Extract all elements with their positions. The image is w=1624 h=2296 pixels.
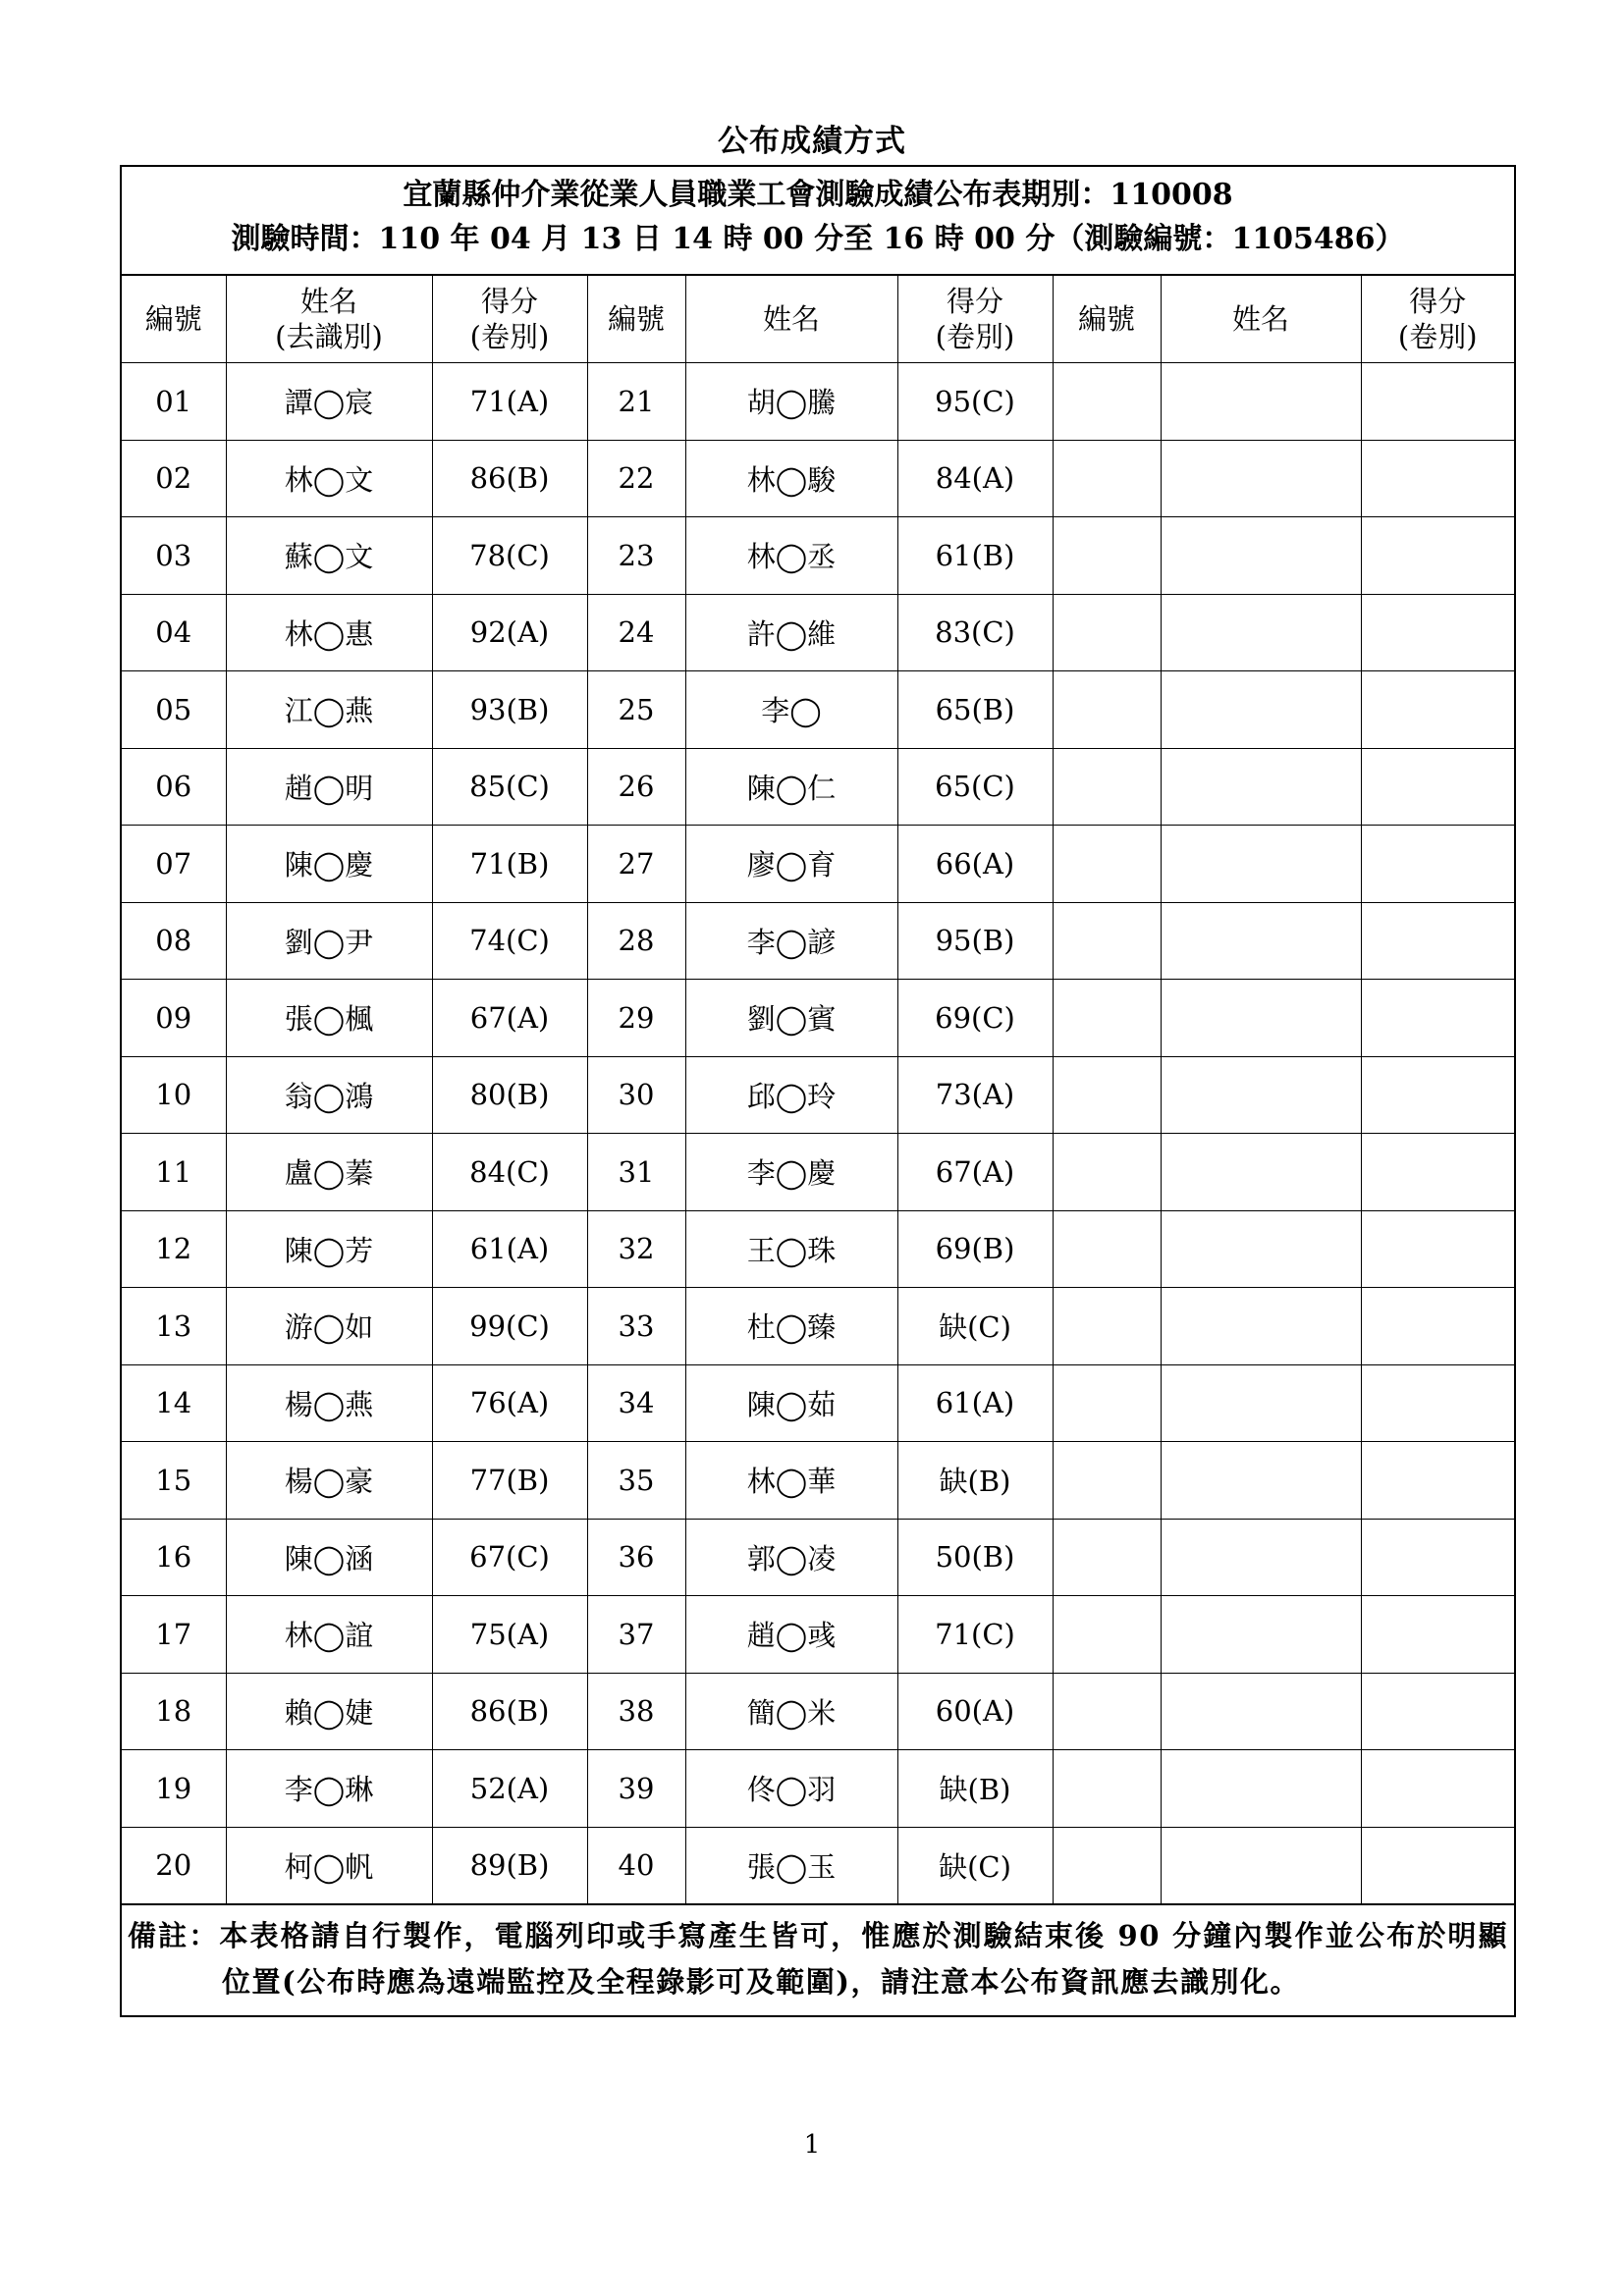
cell-no: 13 xyxy=(122,1288,226,1365)
cell-score-empty xyxy=(1361,517,1514,595)
cell-name: 林◯丞 xyxy=(685,517,897,595)
cell-name: 陳◯慶 xyxy=(226,826,432,903)
table-row xyxy=(122,1519,1514,1596)
table-row xyxy=(122,1210,1514,1288)
cell-score-empty xyxy=(1361,826,1514,903)
cell-name: 劉◯賓 xyxy=(685,980,897,1057)
cell-name-empty xyxy=(1161,1134,1361,1211)
table-row xyxy=(122,1056,1514,1134)
page-number: 1 xyxy=(803,2130,821,2160)
cell-name-empty xyxy=(1161,1673,1361,1750)
cell-score: 78(C) xyxy=(432,517,587,595)
cell-no: 32 xyxy=(587,1210,685,1288)
cell-no-empty xyxy=(1053,1596,1161,1674)
cell-no-empty xyxy=(1053,1827,1161,1904)
cell-name: 杜◯臻 xyxy=(685,1288,897,1365)
table-row xyxy=(122,748,1514,826)
cell-score: 84(C) xyxy=(432,1134,587,1211)
header-name-sub: (去識別) xyxy=(275,320,383,353)
cell-no: 34 xyxy=(587,1364,685,1442)
cell-score: 80(B) xyxy=(432,1056,587,1134)
cell-name: 柯◯帆 xyxy=(226,1827,432,1904)
cell-no: 27 xyxy=(587,826,685,903)
cell-score: 95(B) xyxy=(897,902,1053,980)
cell-name-empty xyxy=(1161,1827,1361,1904)
score-sheet xyxy=(120,165,1516,2017)
cell-no-empty xyxy=(1053,517,1161,595)
cell-no: 38 xyxy=(587,1673,685,1750)
cell-score: 84(A) xyxy=(897,440,1053,517)
cell-score-empty xyxy=(1361,1827,1514,1904)
cell-name-empty xyxy=(1161,517,1361,595)
cell-no: 05 xyxy=(122,671,226,749)
cell-name: 胡◯騰 xyxy=(685,363,897,441)
cell-no-empty xyxy=(1053,1442,1161,1520)
cell-no: 24 xyxy=(587,594,685,671)
cell-no: 12 xyxy=(122,1210,226,1288)
table-row xyxy=(122,1364,1514,1442)
cell-score: 69(C) xyxy=(897,980,1053,1057)
cell-name: 許◯維 xyxy=(685,594,897,671)
cell-no-empty xyxy=(1053,1750,1161,1828)
cell-score: 76(A) xyxy=(432,1364,587,1442)
score-table-body xyxy=(122,363,1514,1904)
cell-name-empty xyxy=(1161,1596,1361,1674)
cell-name: 盧◯蓁 xyxy=(226,1134,432,1211)
cell-name-empty xyxy=(1161,1056,1361,1134)
cell-no-empty xyxy=(1053,1673,1161,1750)
cell-name: 李◯ xyxy=(685,671,897,749)
cell-score: 67(A) xyxy=(897,1134,1053,1211)
cell-score-empty xyxy=(1361,1596,1514,1674)
cell-no-empty xyxy=(1053,1210,1161,1288)
cell-name: 陳◯仁 xyxy=(685,748,897,826)
cell-score: 61(A) xyxy=(897,1364,1053,1442)
remarks-text: 本表格請自行製作，電腦列印或手寫產生皆可，惟應於測驗結束後 90 分鐘內製作並公布於明顯位置(公布時應為遠端監控及全程錄影可及範圍)，請注意本公布資訊應去識別化。 xyxy=(219,1919,1508,1999)
cell-no-empty xyxy=(1053,1056,1161,1134)
cell-name-empty xyxy=(1161,594,1361,671)
header-score xyxy=(432,276,587,363)
cell-score-empty xyxy=(1361,1134,1514,1211)
cell-score: 75(A) xyxy=(432,1596,587,1674)
cell-no: 20 xyxy=(122,1827,226,1904)
cell-score: 67(A) xyxy=(432,980,587,1057)
cell-score-empty xyxy=(1361,1442,1514,1520)
cell-score: 67(C) xyxy=(432,1519,587,1596)
header-score xyxy=(897,276,1053,363)
cell-name: 張◯楓 xyxy=(226,980,432,1057)
cell-score-empty xyxy=(1361,1288,1514,1365)
table-row xyxy=(122,1596,1514,1674)
cell-no-empty xyxy=(1053,1288,1161,1365)
cell-no: 06 xyxy=(122,748,226,826)
cell-score: 52(A) xyxy=(432,1750,587,1828)
cell-name: 李◯諺 xyxy=(685,902,897,980)
cell-no: 23 xyxy=(587,517,685,595)
cell-name: 翁◯鴻 xyxy=(226,1056,432,1134)
cell-score: 74(C) xyxy=(432,902,587,980)
cell-no-empty xyxy=(1053,826,1161,903)
cell-no: 09 xyxy=(122,980,226,1057)
cell-name: 陳◯涵 xyxy=(226,1519,432,1596)
cell-name: 簡◯米 xyxy=(685,1673,897,1750)
cell-score-empty xyxy=(1361,1519,1514,1596)
remarks-body xyxy=(128,1913,1508,2005)
cell-no: 14 xyxy=(122,1364,226,1442)
header-name-deidentified xyxy=(226,276,432,363)
cell-no: 17 xyxy=(122,1596,226,1674)
header-score-sub: (卷別) xyxy=(469,320,550,353)
cell-name: 趙◯明 xyxy=(226,748,432,826)
cell-score: 99(C) xyxy=(432,1288,587,1365)
cell-name: 陳◯芳 xyxy=(226,1210,432,1288)
header-score-sub: (卷別) xyxy=(935,320,1015,353)
cell-no-empty xyxy=(1053,594,1161,671)
cell-score-empty xyxy=(1361,1210,1514,1288)
cell-score: 95(C) xyxy=(897,363,1053,441)
cell-name: 游◯如 xyxy=(226,1288,432,1365)
table-row xyxy=(122,1288,1514,1365)
cell-name: 邱◯玲 xyxy=(685,1056,897,1134)
table-row xyxy=(122,980,1514,1057)
cell-name: 林◯駿 xyxy=(685,440,897,517)
cell-name: 廖◯育 xyxy=(685,826,897,903)
cell-score: 93(B) xyxy=(432,671,587,749)
cell-score-empty xyxy=(1361,980,1514,1057)
cell-name-empty xyxy=(1161,902,1361,980)
cell-no-empty xyxy=(1053,671,1161,749)
cell-no: 19 xyxy=(122,1750,226,1828)
page-heading: 公布成績方式 xyxy=(718,124,906,159)
cell-no-empty xyxy=(1053,980,1161,1057)
table-row xyxy=(122,440,1514,517)
cell-score: 71(C) xyxy=(897,1596,1053,1674)
cell-name: 林◯誼 xyxy=(226,1596,432,1674)
table-row xyxy=(122,594,1514,671)
cell-score-empty xyxy=(1361,671,1514,749)
cell-score-empty xyxy=(1361,1056,1514,1134)
table-row xyxy=(122,1827,1514,1904)
header-no: 編號 xyxy=(122,276,226,363)
cell-no: 31 xyxy=(587,1134,685,1211)
cell-score-empty xyxy=(1361,363,1514,441)
cell-name-empty xyxy=(1161,826,1361,903)
cell-score: 50(B) xyxy=(897,1519,1053,1596)
cell-no: 01 xyxy=(122,363,226,441)
cell-score: 61(A) xyxy=(432,1210,587,1288)
cell-name: 李◯慶 xyxy=(685,1134,897,1211)
cell-name: 賴◯婕 xyxy=(226,1673,432,1750)
cell-no: 37 xyxy=(587,1596,685,1674)
cell-no: 03 xyxy=(122,517,226,595)
cell-name: 譚◯宸 xyxy=(226,363,432,441)
cell-score: 61(B) xyxy=(897,517,1053,595)
cell-no-empty xyxy=(1053,748,1161,826)
cell-score: 83(C) xyxy=(897,594,1053,671)
cell-score-empty xyxy=(1361,748,1514,826)
cell-score: 69(B) xyxy=(897,1210,1053,1288)
cell-score: 92(A) xyxy=(432,594,587,671)
cell-score: 85(C) xyxy=(432,748,587,826)
cell-no: 18 xyxy=(122,1673,226,1750)
cell-score: 缺(B) xyxy=(897,1442,1053,1520)
cell-score: 89(B) xyxy=(432,1827,587,1904)
cell-score-empty xyxy=(1361,1364,1514,1442)
header-score-main: 得分 xyxy=(946,285,1003,318)
header-name: 姓名 xyxy=(1161,276,1361,363)
header-score-main: 得分 xyxy=(1409,285,1467,318)
cell-name-empty xyxy=(1161,671,1361,749)
cell-no: 25 xyxy=(587,671,685,749)
cell-score: 60(A) xyxy=(897,1673,1053,1750)
cell-name: 林◯文 xyxy=(226,440,432,517)
cell-score: 缺(C) xyxy=(897,1827,1053,1904)
table-row xyxy=(122,902,1514,980)
cell-no: 28 xyxy=(587,902,685,980)
cell-no: 26 xyxy=(587,748,685,826)
cell-no-empty xyxy=(1053,440,1161,517)
cell-name-empty xyxy=(1161,440,1361,517)
cell-score-empty xyxy=(1361,440,1514,517)
cell-no: 02 xyxy=(122,440,226,517)
cell-score-empty xyxy=(1361,902,1514,980)
cell-score: 缺(C) xyxy=(897,1288,1053,1365)
header-score-sub: (卷別) xyxy=(1397,320,1478,353)
cell-name: 郭◯凌 xyxy=(685,1519,897,1596)
cell-name: 江◯燕 xyxy=(226,671,432,749)
cell-no: 40 xyxy=(587,1827,685,1904)
cell-name-empty xyxy=(1161,1750,1361,1828)
cell-name: 楊◯豪 xyxy=(226,1442,432,1520)
header-score-main: 得分 xyxy=(480,285,538,318)
cell-no-empty xyxy=(1053,1364,1161,1442)
cell-no: 16 xyxy=(122,1519,226,1596)
table-row xyxy=(122,1442,1514,1520)
cell-name-empty xyxy=(1161,980,1361,1057)
cell-score-empty xyxy=(1361,594,1514,671)
title-line-1: 宜蘭縣仲介業從業人員職業工會測驗成績公布表期別：110008 xyxy=(403,178,1233,212)
cell-no: 29 xyxy=(587,980,685,1057)
cell-no-empty xyxy=(1053,1134,1161,1211)
cell-name-empty xyxy=(1161,1364,1361,1442)
header-row xyxy=(122,276,1514,363)
cell-no: 22 xyxy=(587,440,685,517)
cell-no-empty xyxy=(1053,363,1161,441)
cell-no: 36 xyxy=(587,1519,685,1596)
cell-score: 86(B) xyxy=(432,440,587,517)
title-line-2: 測驗時間：110 年 04 月 13 日 14 時 00 分至 16 時 00 分（測驗編號：1105486） xyxy=(231,222,1405,256)
cell-name: 劉◯尹 xyxy=(226,902,432,980)
cell-name: 楊◯燕 xyxy=(226,1364,432,1442)
table-row xyxy=(122,1673,1514,1750)
cell-no: 39 xyxy=(587,1750,685,1828)
cell-score: 77(B) xyxy=(432,1442,587,1520)
cell-score: 71(B) xyxy=(432,826,587,903)
cell-score: 73(A) xyxy=(897,1056,1053,1134)
cell-name: 陳◯茹 xyxy=(685,1364,897,1442)
cell-score-empty xyxy=(1361,1750,1514,1828)
cell-no-empty xyxy=(1053,902,1161,980)
header-name: 姓名 xyxy=(685,276,897,363)
cell-no: 33 xyxy=(587,1288,685,1365)
cell-name: 張◯玉 xyxy=(685,1827,897,1904)
table-row xyxy=(122,826,1514,903)
cell-no: 35 xyxy=(587,1442,685,1520)
cell-score: 71(A) xyxy=(432,363,587,441)
cell-score: 65(B) xyxy=(897,671,1053,749)
cell-name: 林◯華 xyxy=(685,1442,897,1520)
table-row xyxy=(122,671,1514,749)
remarks-label: 備註： xyxy=(128,1919,220,1952)
cell-name-empty xyxy=(1161,1210,1361,1288)
remarks xyxy=(122,1904,1514,2015)
header-no: 編號 xyxy=(587,276,685,363)
header-score xyxy=(1361,276,1514,363)
cell-name-empty xyxy=(1161,1442,1361,1520)
title-block xyxy=(122,167,1514,276)
cell-score: 65(C) xyxy=(897,748,1053,826)
cell-no: 15 xyxy=(122,1442,226,1520)
cell-name: 王◯珠 xyxy=(685,1210,897,1288)
cell-name: 趙◯彧 xyxy=(685,1596,897,1674)
cell-name-empty xyxy=(1161,748,1361,826)
header-name-main: 姓名 xyxy=(299,285,357,318)
cell-name-empty xyxy=(1161,1288,1361,1365)
cell-no: 11 xyxy=(122,1134,226,1211)
cell-score: 缺(B) xyxy=(897,1750,1053,1828)
table-row xyxy=(122,363,1514,441)
cell-name-empty xyxy=(1161,363,1361,441)
cell-no-empty xyxy=(1053,1519,1161,1596)
cell-no: 30 xyxy=(587,1056,685,1134)
cell-score-empty xyxy=(1361,1673,1514,1750)
cell-score: 66(A) xyxy=(897,826,1053,903)
cell-no: 08 xyxy=(122,902,226,980)
cell-name: 林◯惠 xyxy=(226,594,432,671)
table-row xyxy=(122,1134,1514,1211)
cell-no: 04 xyxy=(122,594,226,671)
cell-name: 蘇◯文 xyxy=(226,517,432,595)
cell-no: 10 xyxy=(122,1056,226,1134)
score-table xyxy=(122,276,1514,1904)
cell-no: 21 xyxy=(587,363,685,441)
cell-name: 李◯琳 xyxy=(226,1750,432,1828)
header-no: 編號 xyxy=(1053,276,1161,363)
cell-name: 佟◯羽 xyxy=(685,1750,897,1828)
cell-name-empty xyxy=(1161,1519,1361,1596)
table-row xyxy=(122,517,1514,595)
cell-no: 07 xyxy=(122,826,226,903)
cell-score: 86(B) xyxy=(432,1673,587,1750)
table-row xyxy=(122,1750,1514,1828)
